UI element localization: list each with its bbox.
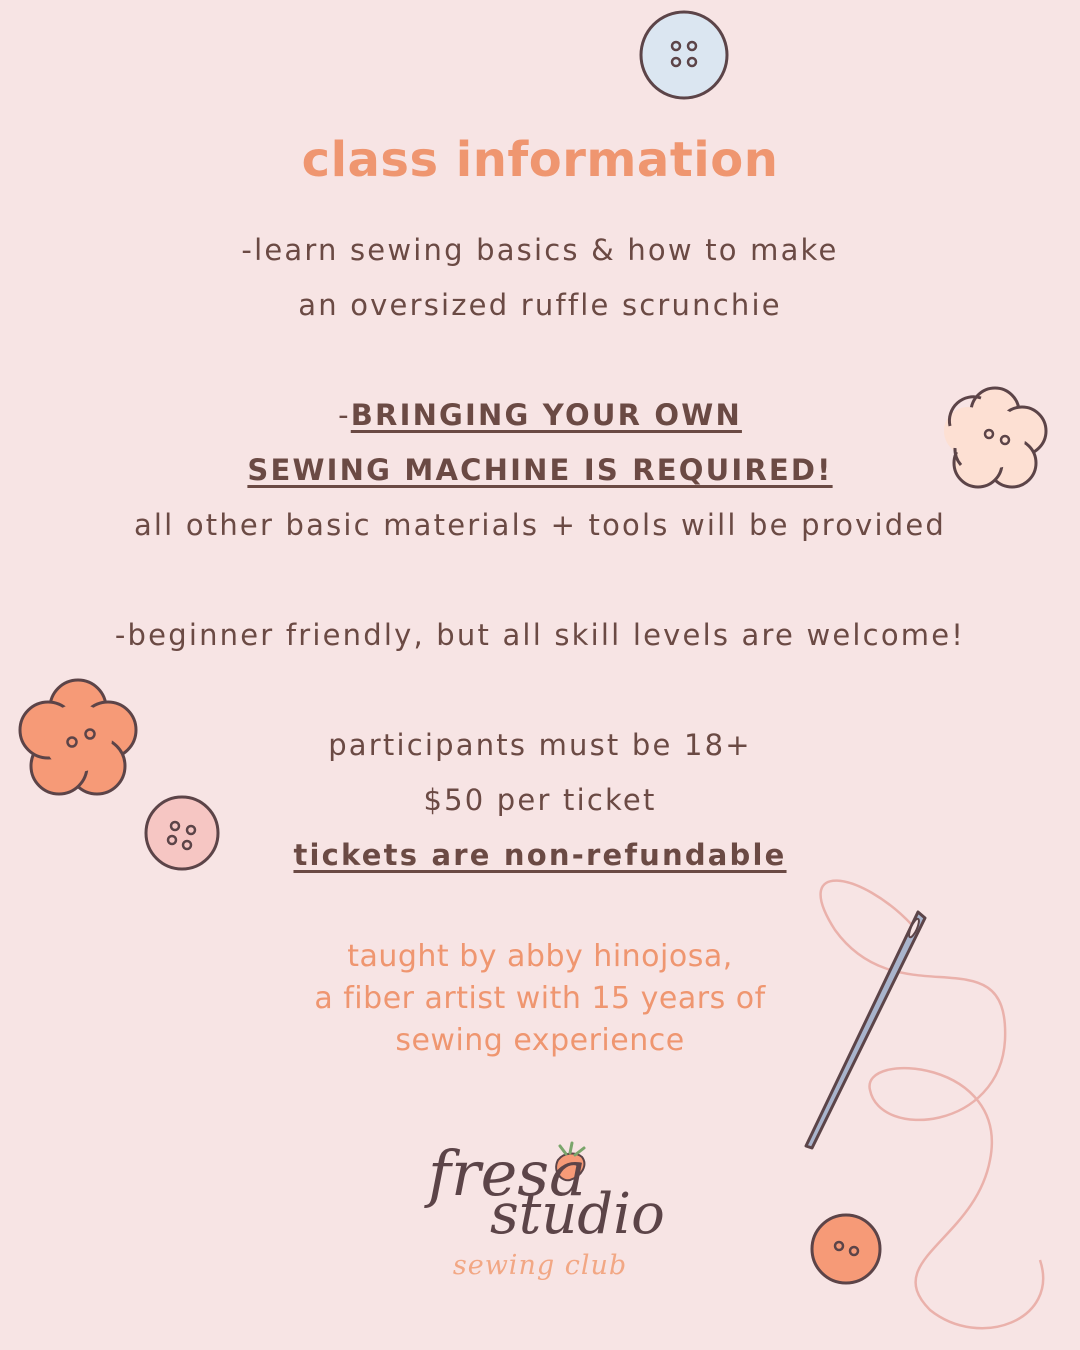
logo	[0, 1115, 1080, 1290]
teacher-line-2: a fiber artist with 15 years of	[314, 981, 766, 1016]
logo-subtitle: sewing club	[452, 1250, 628, 1281]
materials-line: all other basic materials + tools will be provided	[133, 508, 947, 542]
price-line: $50 per ticket	[423, 783, 657, 817]
age-line: participants must be 18+	[328, 728, 752, 762]
refund-text: tickets are non-refundable	[293, 838, 787, 872]
requirement-dash: -	[338, 398, 351, 432]
page-title: class information	[301, 132, 779, 188]
requirement-text-2: SEWING MACHINE IS REQUIRED!	[247, 453, 833, 487]
refund-line	[0, 835, 1080, 875]
requirement-text-1: BRINGING YOUR OWN	[350, 398, 742, 432]
teacher-line-1: taught by abby hinojosa,	[347, 939, 733, 974]
blue-button-icon	[641, 12, 727, 98]
beginner-line: -beginner friendly, but all skill levels are welcome!	[114, 618, 966, 652]
requirement-line-2	[0, 450, 1080, 490]
info-line-learn: -learn sewing basics & how to make	[241, 233, 839, 267]
info-line-scrunchie: an oversized ruffle scrunchie	[298, 288, 782, 322]
logo-word-studio: studio	[490, 1182, 665, 1247]
requirement-line-1	[0, 395, 1080, 435]
logo-word-fresa: fresa	[428, 1137, 587, 1210]
teacher-line-3: sewing experience	[395, 1023, 685, 1058]
